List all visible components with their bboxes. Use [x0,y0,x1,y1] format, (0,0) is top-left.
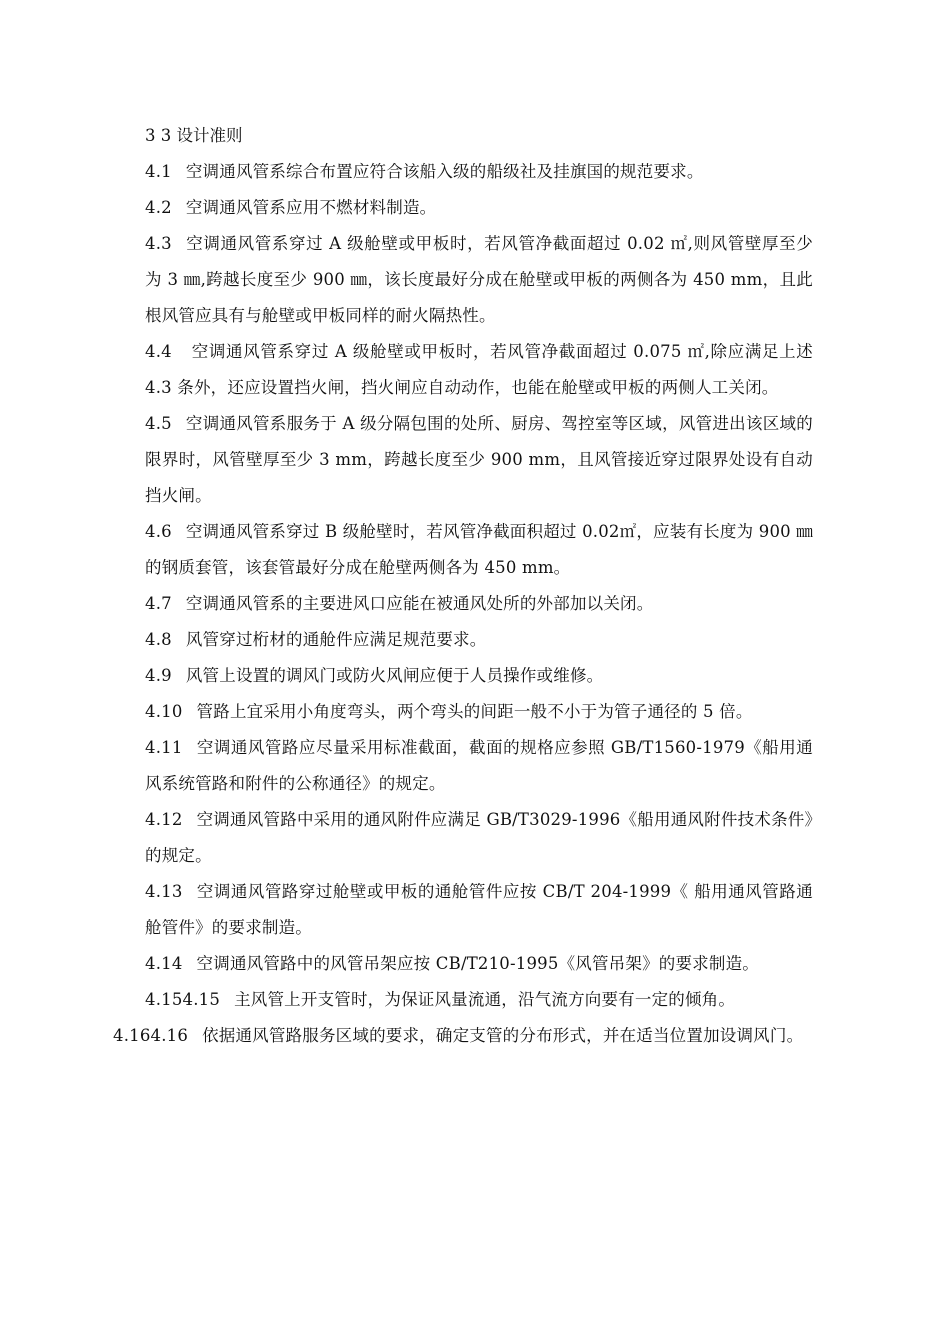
clause-4-16 [113,1018,813,1054]
clause-number: 4.14 [145,954,183,973]
clause-4-2 [145,190,813,226]
clause-4-8 [145,622,813,658]
clause-4-12 [145,802,813,874]
clause-4-13 [145,874,813,946]
clause-text: 空调通风管路应尽量采用标准截面，截面的规格应参照 GB/T1560-1979《船用通风系统管路和附件的公称通径》的规定。 [145,738,813,793]
clause-text: 空调通风管路中的风管吊架应按 CB/T210-1995《风管吊架》的要求制造。 [196,954,759,973]
clause-4-14 [145,946,813,982]
clause-4-4 [145,334,813,406]
clause-4-5 [145,406,813,514]
clause-number: 4.7 [145,594,172,613]
clause-text: 空调通风管系服务于 A 级分隔包围的处所、厨房、驾控室等区域，风管进出该区域的限界时，风管壁厚至少 3 mm，跨越长度至少 900 mm，且风管接近穿过限界处设有自动挡火闸。 [145,414,813,505]
clause-number: 4.11 [145,738,183,757]
clause-4-3 [145,226,813,334]
clause-number: 4.6 [145,522,172,541]
clause-4-9 [145,658,813,694]
clause-number: 4.154.15 [145,990,221,1009]
clause-text: 空调通风管系穿过 A 级舱壁或甲板时，若风管净截面超过 0.02 ㎡,则风管壁厚至少为 3 ㎜,跨越长度至少 900 ㎜，该长度最好分成在舱壁或甲板的两侧各为 450 mm，且此根风管应具有与舱壁或甲板同样的耐火隔热性。 [145,234,813,325]
clause-number: 4.5 [145,414,172,433]
clause-text: 空调通风管路穿过舱壁或甲板的通舱管件应按 CB/T 204-1999《 船用通风管路通舱管件》的要求制造。 [145,882,813,937]
section-heading: 3 3 设计准则 [145,126,243,145]
clause-text: 依据通风管路服务区域的要求，确定支管的分布形式，并在适当位置加设调风门。 [202,1026,804,1045]
clause-number: 4.12 [145,810,183,829]
clause-number: 4.9 [145,666,172,685]
clause-4-11 [145,730,813,802]
clause-text: 空调通风管路中采用的通风附件应满足 GB/T3029-1996《船用通风附件技术条件》的规定。 [145,810,813,865]
clause-text: 风管穿过桁材的通舱件应满足规范要求。 [185,630,487,649]
clause-number: 4.8 [145,630,172,649]
clause-4-7 [145,586,813,622]
clause-text: 管路上宜采用小角度弯头，两个弯头的间距一般不小于为管子通径的 5 倍。 [196,702,753,721]
clause-number: 4.2 [145,198,172,217]
clause-4-15 [145,982,813,1018]
clause-text: 空调通风管系应用不燃材料制造。 [185,198,437,217]
clause-text: 主风管上开支管时，为保证风量流通，沿气流方向要有一定的倾角。 [234,990,736,1009]
clause-text: 空调通风管系综合布置应符合该船入级的船级社及挂旗国的规范要求。 [185,162,704,181]
clause-4-10 [145,694,813,730]
clause-number: 4.4 [145,342,172,361]
clause-number: 4.164.16 [113,1026,189,1045]
clause-text: 空调通风管系穿过 B 级舱壁时，若风管净截面积超过 0.02㎡，应装有长度为 900 ㎜的钢质套管，该套管最好分成在舱壁两侧各为 450 mm。 [145,522,813,577]
clause-number: 4.1 [145,162,172,181]
clause-number: 4.3 [145,234,172,253]
clause-text: 空调通风管系的主要进风口应能在被通风处所的外部加以关闭。 [185,594,654,613]
clause-text: 风管上设置的调风门或防火风闸应便于人员操作或维修。 [185,666,604,685]
clause-4-6 [145,514,813,586]
clause-text: 空调通风管系穿过 A 级舱壁或甲板时，若风管净截面超过 0.075 ㎡,除应满足上述 4.3 条外，还应设置挡火闸，挡火闸应自动动作，也能在舱壁或甲板的两侧人工关闭。 [145,342,813,397]
document-body [113,118,813,1054]
clause-4-1 [145,154,813,190]
clause-number: 4.10 [145,702,183,721]
clause-number: 4.13 [145,882,183,901]
